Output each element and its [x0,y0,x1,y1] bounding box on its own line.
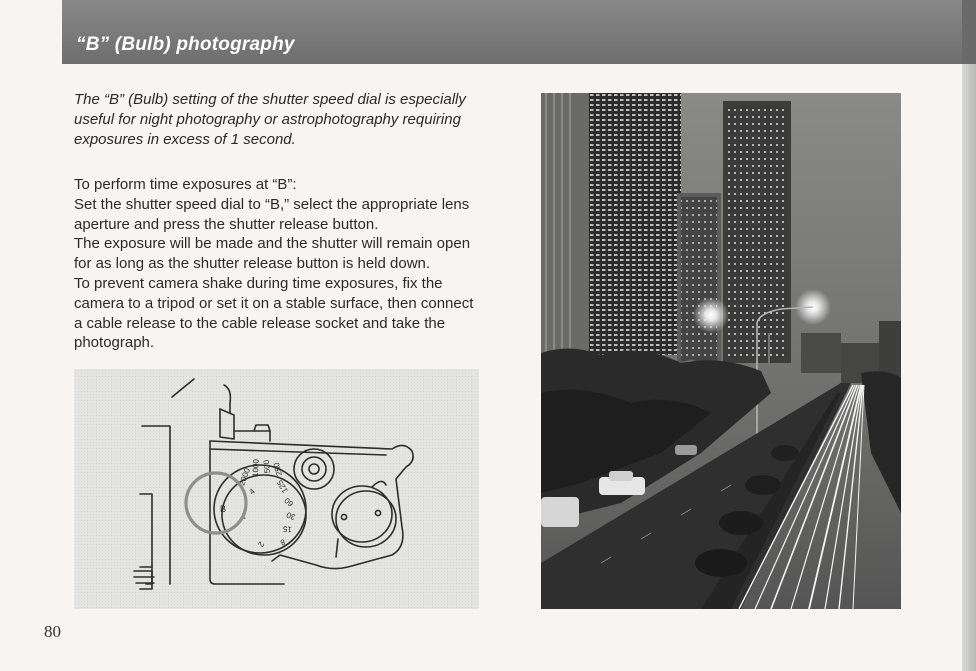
dial-mark: 500 [261,459,272,474]
dial-mark: 15 [282,524,293,534]
dial-mark: 8 [279,537,287,548]
dial-mark: 4 [247,486,257,497]
dial-mark-b: B [220,504,227,514]
dial-mark: 1 [240,511,247,521]
dial-mark: 125 [275,478,290,495]
dial-mark: 2000 [237,466,252,487]
camera-drawing [74,369,479,609]
night-city-photo [541,93,901,609]
instruction-step: The exposure will be made and the shutter will remain open for as long as the shutter release button is held down. [74,235,471,273]
dial-mark: 30 [285,510,297,522]
page-edge-top [962,0,976,64]
page-number: 80 [44,622,61,641]
photo-drawing [541,93,901,609]
page-title: “B” (Bulb) photography [76,34,295,55]
dial-mark: 60 [282,495,296,509]
instructions [74,175,484,353]
dial-mark: 2 [256,540,267,549]
dial-mark: 1000 [251,458,261,478]
camera-illustration [74,369,479,609]
instruction-heading: To perform time exposures at “B”: [74,176,297,193]
dial-mark: 250 [271,461,284,477]
intro-paragraph: The “B” (Bulb) setting of the shutter speed dial is especially useful for night photography or astrophotography requiring exposures in excess of 1 second. [74,91,466,148]
page-edge [962,0,976,671]
header-band [62,0,962,64]
instruction-step: Set the shutter speed dial to “B,” select the appropriate lens aperture and press the shutter release button. [74,195,470,233]
instruction-step: To prevent camera shake during time exposures, fix the camera to a tripod or set it on a stable surface, then connect a cable release to the cable release socket and take the photograph. [74,274,474,352]
